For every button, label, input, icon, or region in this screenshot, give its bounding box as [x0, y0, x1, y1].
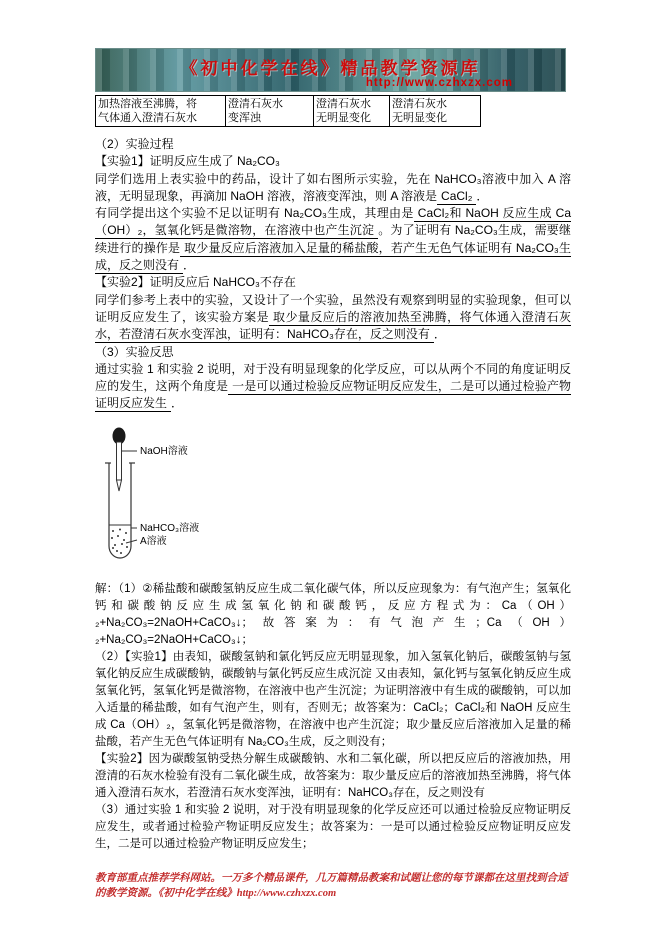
answer-blank: CaCl₂和 NaOH 反应生成 Ca（OH）₂，氢氧化钙是微溶物，在溶液中也产生沉淀	[95, 206, 571, 238]
solution-text	[95, 581, 571, 853]
apparatus-diagram	[95, 427, 571, 575]
paragraph-reflection: 通过实验 1 和实验 2 说明，对于没有明显现象的化学反应，可以从两个不同的角度证明反应的发生，这两个角度是 一是可以通过检验反应物证明反应发生，二是可以通过检验产物证明反应发生 ．	[95, 361, 571, 411]
experiment-2-heading: 【实验2】证明反应后 NaHCO₃不存在	[95, 275, 296, 290]
table-cell: 澄清石灰水 无明显变化	[314, 96, 390, 127]
table-cell: 澄清石灰水 变浑浊	[226, 96, 314, 127]
table-row	[96, 96, 481, 127]
footer-text: 教育部重点推荐学科网站。一万多个精品课件，几万篇精品教案和试题让您的每节课都在这里找到合适的教学资源。《初中化学在线》	[95, 873, 568, 899]
section-3-heading: （3）实验反思	[95, 344, 174, 359]
banner-title: 《初中化学在线》精品教学资源库	[180, 59, 481, 78]
label-naoh-solution: NaOH溶液	[140, 445, 188, 457]
table-cell: 澄清石灰水 无明显变化	[390, 96, 481, 127]
test-tube-dropper-drawing	[95, 427, 305, 575]
table-cell: 加热溶液至沸腾，将 气体通入澄清石灰水	[96, 96, 226, 127]
experiment-1-heading: 【实验1】证明反应生成了 Na₂CO₃	[95, 154, 280, 169]
banner-url-link[interactable]: http://www.czhxzx.com	[365, 77, 513, 89]
solution-paragraph-2: （2）【实验1】由表知，碳酸氢钠和氯化钙反应无明显现象，加入氢氧化钠后，碳酸氢钠与氢氧化钠反应生成碳酸钠，碳酸钠与氯化钙反应生成沉淀 又由表知，氯化钙与氢氧化钠反应生成氢氧化钙，氢氧化钙是微溶物，在溶液中也产生沉淀；为证明溶液中有生成的碳酸钠，可以加入适量的稀盐酸，如有气泡产生，则有，否则无；故答案为：CaCl₂；CaCl₂和 NaOH 反应生成 Ca（OH）₂，氢氧化钙是微溶物，在溶液中也产生沉淀；取少量反应后溶液加入足量的稀盐酸，若产生无色气体证明有 Na₂CO₃生成，反之则没有；	[95, 650, 571, 748]
paragraph-exp2: 同学们参考上表中的实验，又设计了一个实验，虽然没有观察到明显的实验现象，但可以证明反应发生了，该实验方案是 取少量反应后的溶液加热至沸腾，将气体通入澄清石灰水，若澄清石灰水变浑浊，证明有：NaHCO₃存在，反之则没有 ．	[95, 292, 571, 342]
solution-paragraph-1: 解：（1）②稀盐酸和碳酸氢钠反应生成二氧化碳气体，所以反应现象为：有气泡产生；氢氧化钙和碳酸钠反应生成氢氧化钠和碳酸钙，反应方程式为：Ca（OH）₂+Na₂CO₃=2NaOH+CaCO₃↓；故答案为：有气泡产生；Ca（OH）₂+Na₂CO₃=2NaOH+CaCO₃↓；	[95, 582, 571, 646]
paragraph-exp1-q1: 同学们选用上表实验中的药品，设计了如右图所示实验，先在 NaHCO₃溶液中加入 A 溶液，无明显现象，再滴加 NaOH 溶液，溶液变浑浊，则 A 溶液是 CaCl₂ ．	[95, 171, 571, 203]
label-a-solution: A溶液	[140, 535, 167, 547]
site-banner	[95, 48, 566, 92]
solution-paragraph-3: 【实验2】因为碳酸氢钠受热分解生成碳酸钠、水和二氧化碳，所以把反应后的溶液加热，用澄清的石灰水检验有没有二氧化碳生成，故答案为：取少量反应后的溶液加热至沸腾，将气体通入澄清石灰水，若澄清石灰水变浑浊，证明有：NaHCO₃存在，反之则没有	[95, 752, 571, 799]
document-body	[95, 48, 571, 853]
dropper-stem	[117, 442, 122, 480]
answer-blank: CaCl₂	[437, 189, 476, 205]
footer-promo	[95, 871, 575, 901]
answer-blank: 取少量反应后溶液加入足量的稀盐酸，若产生无色气体证明有 Na₂CO₃生成，反之则没有	[95, 240, 571, 273]
label-nahco3-solution: NaHCO₃溶液	[140, 522, 200, 534]
answer-blank: 取少量反应后的溶液加热至沸腾，将气体通入澄清石灰水，若澄清石灰水变浑浊，证明有：NaHCO₃存在，反之则没有	[95, 309, 571, 342]
footer-url-link[interactable]: http://www.czhxzx.com	[236, 888, 337, 899]
experiment-results-table	[95, 95, 481, 127]
solution-paragraph-4: （3）通过实验 1 和实验 2 说明，对于没有明显现象的化学反应还可以通过检验反应物证明反应发生，或者通过检验产物证明反应发生；故答案为：一是可以通过检验反应物证明反应发生，二是可以通过检验产物证明反应发生；	[95, 803, 571, 850]
solution-particles	[111, 528, 128, 554]
question-text	[95, 136, 571, 413]
paragraph-exp1-q2: 有同学提出这个实验不足以证明有 Na₂CO₃生成，其理由是 CaCl₂和 NaOH 反应生成 Ca（OH）₂，氢氧化钙是微溶物，在溶液中也产生沉淀 。为了证明有 Na₂CO₃生成，需要继续进行的操作是 取少量反应后溶液加入足量的稀盐酸，若产生无色气体证明有 Na₂CO₃生成，反之则没有 ．	[95, 206, 571, 273]
section-2-heading: （2）实验过程	[95, 137, 174, 151]
answer-blank: 一是可以通过检验反应物证明反应发生，二是可以通过检验产物证明反应发生	[95, 379, 571, 411]
dropper-tip	[117, 480, 122, 491]
